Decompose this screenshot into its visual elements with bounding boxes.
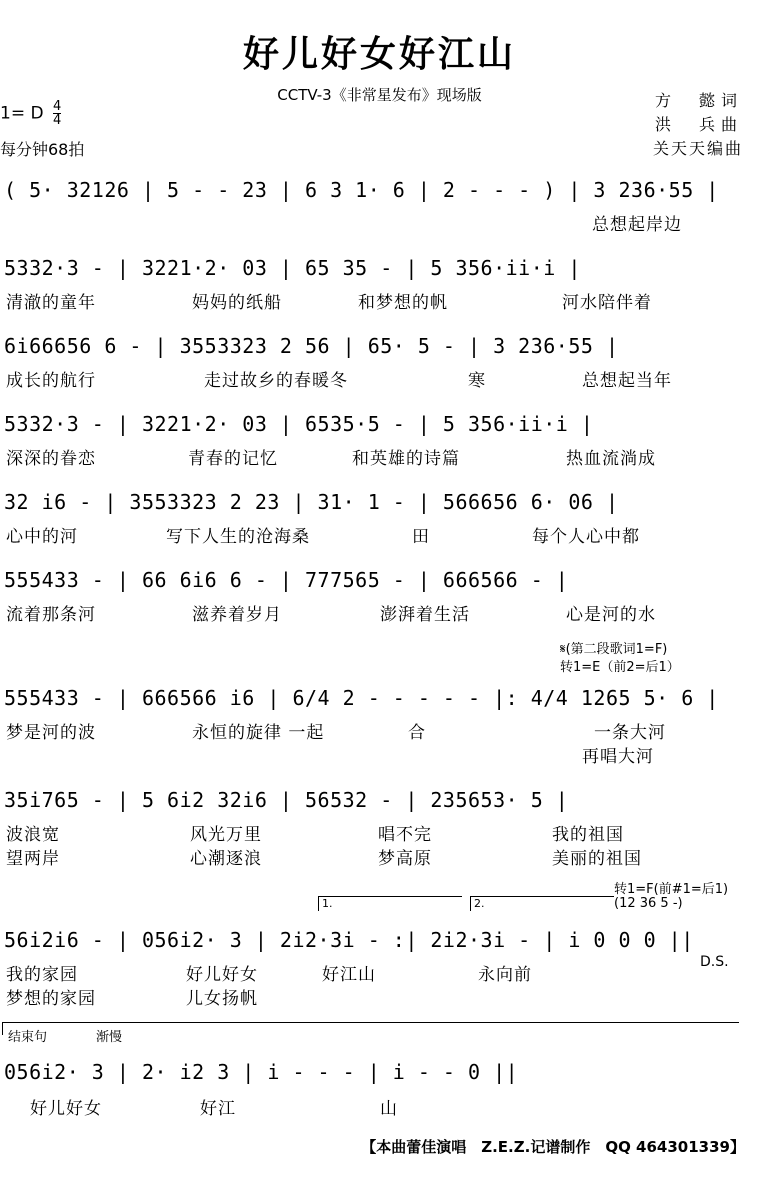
ending-label: 结束句 bbox=[8, 1030, 48, 1045]
lyrics-10-1: 好儿好女 bbox=[30, 1099, 102, 1119]
lyrics-7-4: 一条大河 bbox=[594, 723, 666, 743]
volta-2: 2. bbox=[470, 896, 614, 911]
lyrics-5-4: 每个人心中都 bbox=[532, 527, 640, 547]
lyrics-6-1: 流着那条河 bbox=[6, 605, 96, 625]
lyrics-6-2: 滋养着岁月 bbox=[192, 605, 282, 625]
lyrics-5-3: 田 bbox=[412, 527, 430, 547]
notes-line-3: 6i66656 6 - | 3553323 2 56 | 65· 5 - | 3 236·55 | bbox=[4, 334, 619, 358]
lyrics-2-4: 河水陪伴着 bbox=[562, 293, 652, 313]
notes-line-6: 555433 - | 66 6i6 6 - | 777565 - | 666566 - | bbox=[4, 568, 569, 592]
time-signature-top: 4 bbox=[52, 99, 62, 114]
lyrics-9-1: 我的家园 bbox=[6, 965, 78, 985]
lyrics-7-1: 梦是河的波 bbox=[6, 723, 96, 743]
subtitle: CCTV-3《非常星发布》现场版 bbox=[277, 86, 482, 104]
tempo-marking: 每分钟68拍 bbox=[0, 140, 85, 159]
lyrics-2-1: 清澈的童年 bbox=[6, 293, 96, 313]
lyrics-10-2: 好江 bbox=[200, 1099, 236, 1119]
lyrics-7-2: 永恒的旋律 一起 bbox=[192, 723, 325, 743]
lyrics-2-3: 和梦想的帆 bbox=[358, 293, 448, 313]
ritardando-label: 渐慢 bbox=[96, 1030, 123, 1045]
lyrics-8-4: 我的祖国 bbox=[552, 825, 624, 845]
lyrics-9-4: 永向前 bbox=[478, 965, 532, 985]
lyrics-5-1: 心中的河 bbox=[6, 527, 78, 547]
lyrics-9-1-verse2: 梦想的家园 bbox=[6, 989, 96, 1009]
time-signature-bottom: 4 bbox=[52, 113, 62, 128]
lyrics-4-3: 和英雄的诗篇 bbox=[352, 449, 460, 469]
lyrics-8-1: 波浪宽 bbox=[6, 825, 60, 845]
lyrics-6-4: 心是河的水 bbox=[566, 605, 656, 625]
lyrics-10-3: 山 bbox=[380, 1099, 398, 1119]
lyrics-4-1: 深深的眷恋 bbox=[6, 449, 96, 469]
modulation-annotation-1: 转1=E（前2=后1） bbox=[560, 660, 680, 675]
notes-line-8: 35i765 - | 5 6i2 32i6 | 56532 - | 235653· 5 | bbox=[4, 788, 569, 812]
page-title: 好儿好女好江山 bbox=[242, 33, 516, 75]
lyrics-8-1-verse2: 望两岸 bbox=[6, 849, 60, 869]
lyrics-line-1: 总想起岸边 bbox=[592, 215, 682, 235]
lyricist-credit: 方 懿词 bbox=[654, 91, 743, 110]
time-signature bbox=[53, 100, 61, 127]
lyrics-6-3: 澎湃着生活 bbox=[380, 605, 470, 625]
lyrics-8-4-verse2: 美丽的祖国 bbox=[552, 849, 642, 869]
lyrics-8-3: 唱不完 bbox=[378, 825, 432, 845]
lyrics-7-3: 合 bbox=[408, 723, 426, 743]
lyrics-8-2-verse2: 心潮逐浪 bbox=[190, 849, 262, 869]
lyrics-8-2: 风光万里 bbox=[190, 825, 262, 845]
notes-line-7: 555433 - | 666566 i6 | 6/4 2 - - - - - |: 4/4 1265 5· 6 | bbox=[4, 686, 719, 710]
volta-1: 1. bbox=[318, 896, 462, 911]
key-label: 1= D bbox=[0, 103, 44, 124]
notes-line-10: 056i2· 3 | 2· i2 3 | i - - - | i - - 0 || bbox=[4, 1060, 519, 1084]
arranger-credit: 关天天编曲 bbox=[652, 139, 743, 158]
segno-annotation: 𝄋(第二段歌词1=F) bbox=[560, 642, 668, 657]
lyrics-9-2-verse2: 儿女扬帆 bbox=[186, 989, 258, 1009]
notes-line-5: 32 i6 - | 3553323 2 23 | 31· 1 - | 566656 6· 06 | bbox=[4, 490, 619, 514]
lyrics-3-2: 走过故乡的春暖冬 bbox=[204, 371, 348, 391]
key-signature bbox=[0, 100, 61, 127]
lyrics-3-3: 寒 bbox=[468, 371, 486, 391]
notes-line-2: 5332·3 - | 3221·2· 03 | 65 35 - | 5 356·ii·i | bbox=[4, 256, 581, 280]
ds-marking: D.S. bbox=[700, 954, 729, 970]
lyrics-7-4-verse2: 再唱大河 bbox=[582, 747, 654, 767]
lyrics-9-2: 好儿好女 bbox=[186, 965, 258, 985]
lyrics-9-3: 好江山 bbox=[322, 965, 376, 985]
lyrics-3-1: 成长的航行 bbox=[6, 371, 96, 391]
lyrics-8-3-verse2: 梦高原 bbox=[378, 849, 432, 869]
notes-line-1: ( 5· 32126 | 5 - - 23 | 6 3 1· 6 | 2 - - - ) | 3 236·55 | bbox=[4, 178, 719, 202]
lyrics-4-4: 热血流淌成 bbox=[566, 449, 656, 469]
footer-credit: 【本曲蕾佳演唱 Z.E.Z.记谱制作 QQ 464301339】 bbox=[361, 1138, 745, 1156]
notes-line-4: 5332·3 - | 3221·2· 03 | 6535·5 - | 5 356·ii·i | bbox=[4, 412, 594, 436]
lyrics-5-2: 写下人生的沧海桑 bbox=[166, 527, 310, 547]
lyrics-2-2: 妈妈的纸船 bbox=[192, 293, 282, 313]
notes-line-9: 56i2i6 - | 056i2· 3 | 2i2·3i - :| 2i2·3i - | i 0 0 0 || bbox=[4, 928, 694, 952]
composer-credit: 洪 兵曲 bbox=[654, 115, 743, 134]
lyrics-4-2: 青春的记忆 bbox=[188, 449, 278, 469]
lyrics-3-4: 总想起当年 bbox=[582, 371, 672, 391]
modulation-annotation-2: 转1=F(前#1=后1) bbox=[614, 882, 729, 897]
coda-notes: (12 36 5 -) bbox=[614, 896, 683, 911]
